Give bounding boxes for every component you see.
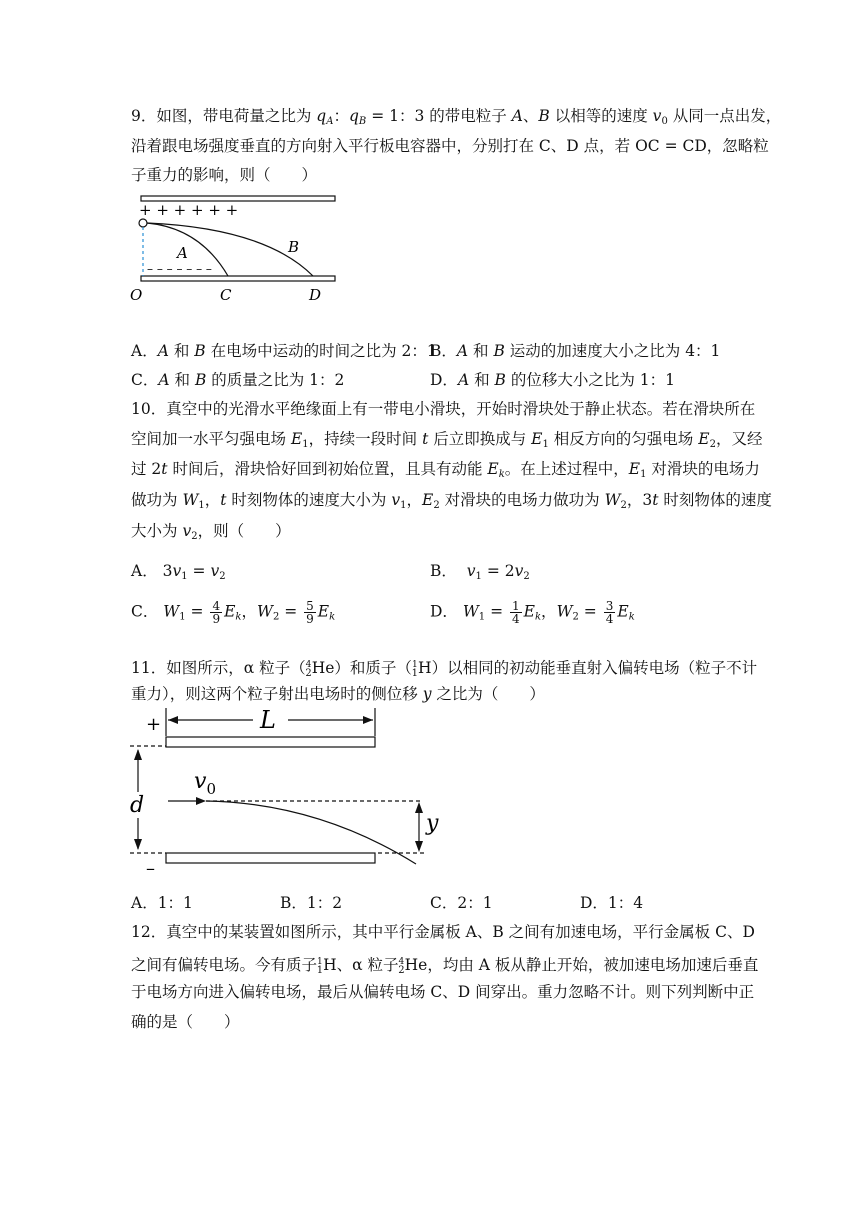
bottom-plate <box>141 276 335 281</box>
label-d: d <box>130 793 145 818</box>
q9-option-b: B．A 和 B 运动的加速度大小之比为 4：1 <box>430 342 721 360</box>
label-C: C <box>220 286 232 304</box>
q10-line-1: 10．真空中的光滑水平绝缘面上有一带电小滑块，开始时滑块处于静止状态。若在滑块所在 <box>131 400 756 418</box>
q10-option-b: B． $v_1 = 2v_2$ <box>430 562 530 582</box>
d-arrow-up <box>134 749 142 760</box>
d-arrow-down <box>134 839 142 850</box>
start-point <box>139 219 147 227</box>
q10-line-3: 过 2t 时间后，滑块恰好回到初始位置，且具有动能 $E_k$。在上述过程中，$E_1$ 对滑块的电场力 <box>131 460 760 480</box>
plus-label: + <box>146 714 162 735</box>
q12-line-2: 之间有偏转电场。今有质子$^1_1$H、α 粒子$^4_2$He，均由 A 板从静止开始，被加速电场加速后垂直 <box>131 956 759 976</box>
y-arrow-up <box>415 802 423 813</box>
q11-figure <box>128 704 448 874</box>
q11-option-a: A．1：1 <box>131 894 193 912</box>
label-v0: $v_0$ <box>194 769 216 798</box>
q9-line-3: 子重力的影响，则（ ） <box>131 166 318 184</box>
q10-line-4: 做功为 $W_1$，t 时刻物体的速度大小为 $v_1$，$E_2$ 对滑块的电场力做功为 $W_2$，3t 时刻物体的速度 <box>131 491 772 511</box>
q12-line-4: 确的是（ ） <box>131 1013 240 1031</box>
label-y: y <box>426 811 439 836</box>
q11-option-c: C．2：1 <box>430 894 493 912</box>
q10-option-d: D． $W_1$ = $\frac{1}{4}$ $E_k$，$W_2$ = $\frac{3}{4}$ $E_k$ <box>430 599 635 626</box>
q12-line-3: 于电场方向进入偏转电场，最后从偏转电场 C、D 间穿出。重力忽略不计。则下列判断中正 <box>131 983 755 1001</box>
top-plate <box>166 737 375 747</box>
label-B: B <box>288 238 300 256</box>
label-O: O <box>130 286 143 304</box>
bottom-plate <box>166 853 375 863</box>
L-arrow-right <box>363 716 373 724</box>
q11-line-1: 11．如图所示，α 粒子（$^4_2$He）和质子（$^1_1$H）以相同的初动能垂直射入偏转电场（粒子不计 <box>131 659 758 679</box>
q9-line-2: 沿着跟电场强度垂直的方向射入平行板电容器中，分别打在 C、D 点，若 OC = CD，忽略粒 <box>131 137 769 155</box>
q11-option-b: B．1：2 <box>280 894 343 912</box>
q10-option-c: C． $W_1$ = $\frac{4}{9}$ $E_k$，$W_2$ = $\frac{5}{9}$ $E_k$ <box>131 599 336 626</box>
q10-line-5: 大小为 $v_2$，则（ ） <box>131 522 291 542</box>
q10-line-2: 空间加一水平匀强电场 $E_1$，持续一段时间 t 后立即换成与 $E_1$ 相反方向的匀强电场 $E_2$，又经 <box>131 430 763 450</box>
q9-figure <box>125 190 345 308</box>
q11-option-d: D．1：4 <box>580 894 644 912</box>
y-arrow-down <box>415 841 423 852</box>
label-A: A <box>177 244 188 262</box>
minus-label: – <box>146 858 155 874</box>
q11-line-2: 重力），则这两个粒子射出电场时的侧位移 y 之比为（ ） <box>131 685 545 703</box>
q9-line-1: 9．如图，带电荷量之比为 $q_A$：$q_B = 1$：3 的带电粒子 A、B 以相等的速度 $v_0$ 从同一点出发， <box>131 107 782 127</box>
minus-signs: – – – – – – – <box>147 262 212 276</box>
L-arrow-left <box>168 716 178 724</box>
q9-option-d: D．A 和 B 的位移大小之比为 1：1 <box>430 371 675 389</box>
v0-arrow-head <box>196 797 206 805</box>
q9-option-a: A．A 和 B 在电场中运动的时间之比为 2：1 <box>131 342 437 360</box>
label-L: L <box>260 706 276 734</box>
plus-signs: + + + + + + <box>139 201 239 219</box>
q12-line-1: 12．真空中的某装置如图所示，其中平行金属板 A、B 之间有加速电场，平行金属板 C、D <box>131 923 755 941</box>
q10-option-a: A． $3v_1 = v_2$ <box>131 562 226 582</box>
q9-option-c: C．A 和 B 的质量之比为 1：2 <box>131 371 345 389</box>
label-D: D <box>309 286 322 304</box>
